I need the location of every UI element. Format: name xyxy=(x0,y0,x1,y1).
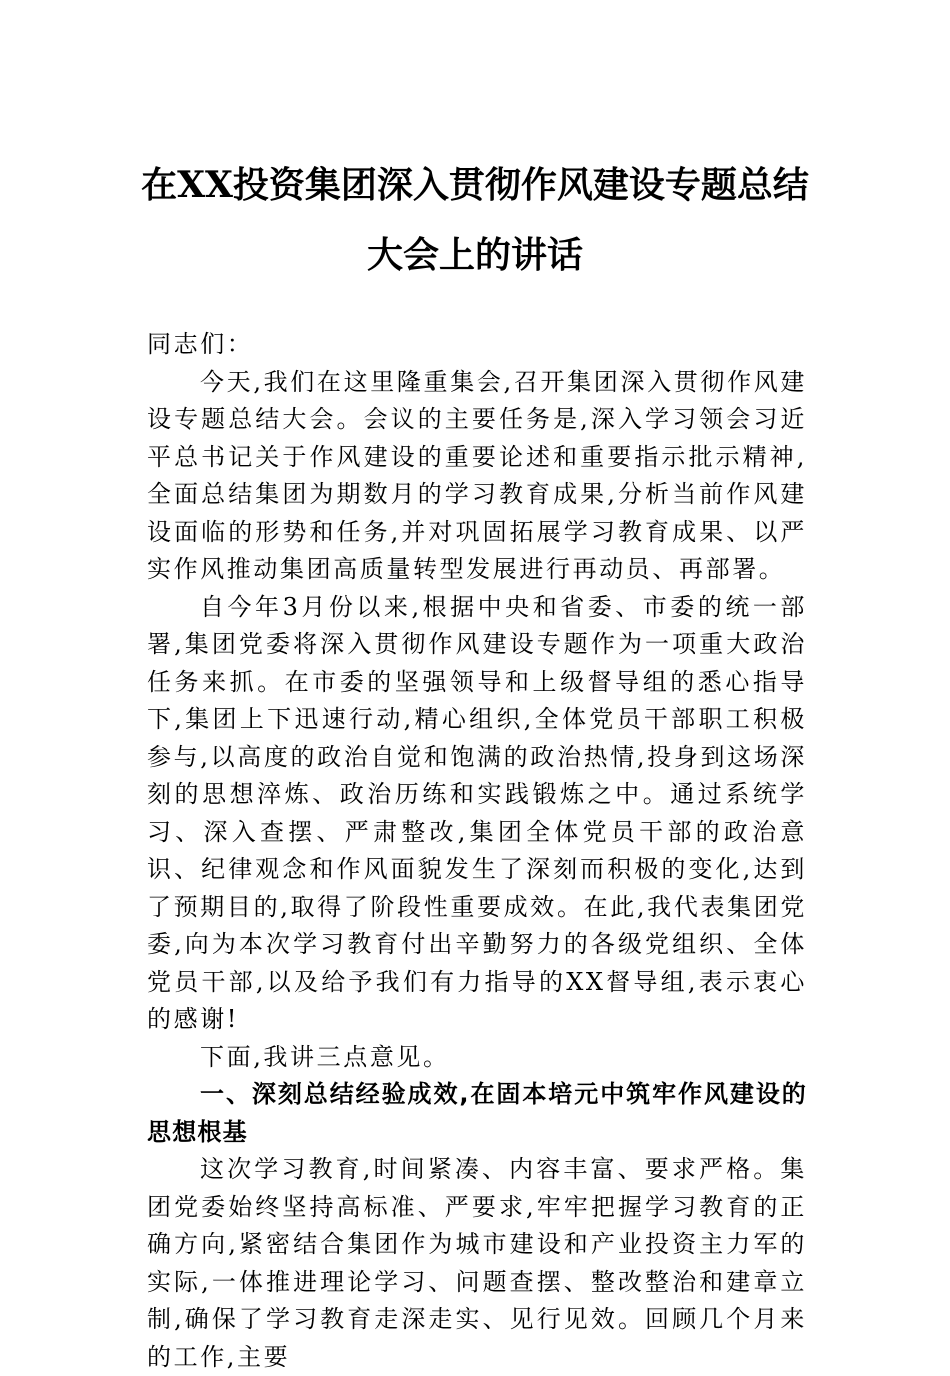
section-1-paragraph: 这次学习教育,时间紧凑、内容丰富、要求严格。集团党委始终坚持高标准、严要求,牢牢把握学习教育的正确方向,紧密结合集团作为城市建设和产业投资主力军的实际,一体推进理论学习、问题查摆、整改整治和建章立制,确保了学习教育走深走实、见行见效。回顾几个月来的工作,主要 xyxy=(147,1155,807,1371)
salutation: 同志们： xyxy=(147,330,254,358)
document-title-line-1: 在XX投资集团深入贯彻作风建设专题总结 xyxy=(141,164,809,206)
paragraph-opening: 今天,我们在这里隆重集会,召开集团深入贯彻作风建设专题总结大会。会议的主要任务是,深入学习领会习近平总书记关于作风建设的重要论述和重要指示批示精神,全面总结集团为期数月的学习教育成果,分析当前作风建设面临的形势和任务,并对巩固拓展学习教育成果、以严实作风推动集团高质量转型发展进行再动员、再部署。 xyxy=(147,367,807,583)
paragraph-transition: 下面,我讲三点意见。 xyxy=(200,1042,450,1071)
document-body xyxy=(147,326,807,1376)
section-heading-1: 一、深刻总结经验成效,在固本培元中筑牢作风建设的思想根基 xyxy=(147,1080,807,1146)
paragraph-background: 自今年3月份以来,根据中央和省委、市委的统一部署,集团党委将深入贯彻作风建设专题作为一项重大政治任务来抓。在市委的坚强领导和上级督导组的悉心指导下,集团上下迅速行动,精心组织,全体党员干部职工积极参与,以高度的政治自觉和饱满的政治热情,投身到这场深刻的思想淬炼、政治历练和实践锻炼之中。通过系统学习、深入查摆、严肃整改,集团全体党员干部的政治意识、纪律观念和作风面貌发生了深刻而积极的变化,达到了预期目的,取得了阶段性重要成效。在此,我代表集团党委,向为本次学习教育付出辛勤努力的各级党组织、全体党员干部,以及给予我们有力指导的XX督导组,表示衷心的感谢! xyxy=(147,592,807,1033)
document-title-line-2: 大会上的讲话 xyxy=(366,234,583,276)
